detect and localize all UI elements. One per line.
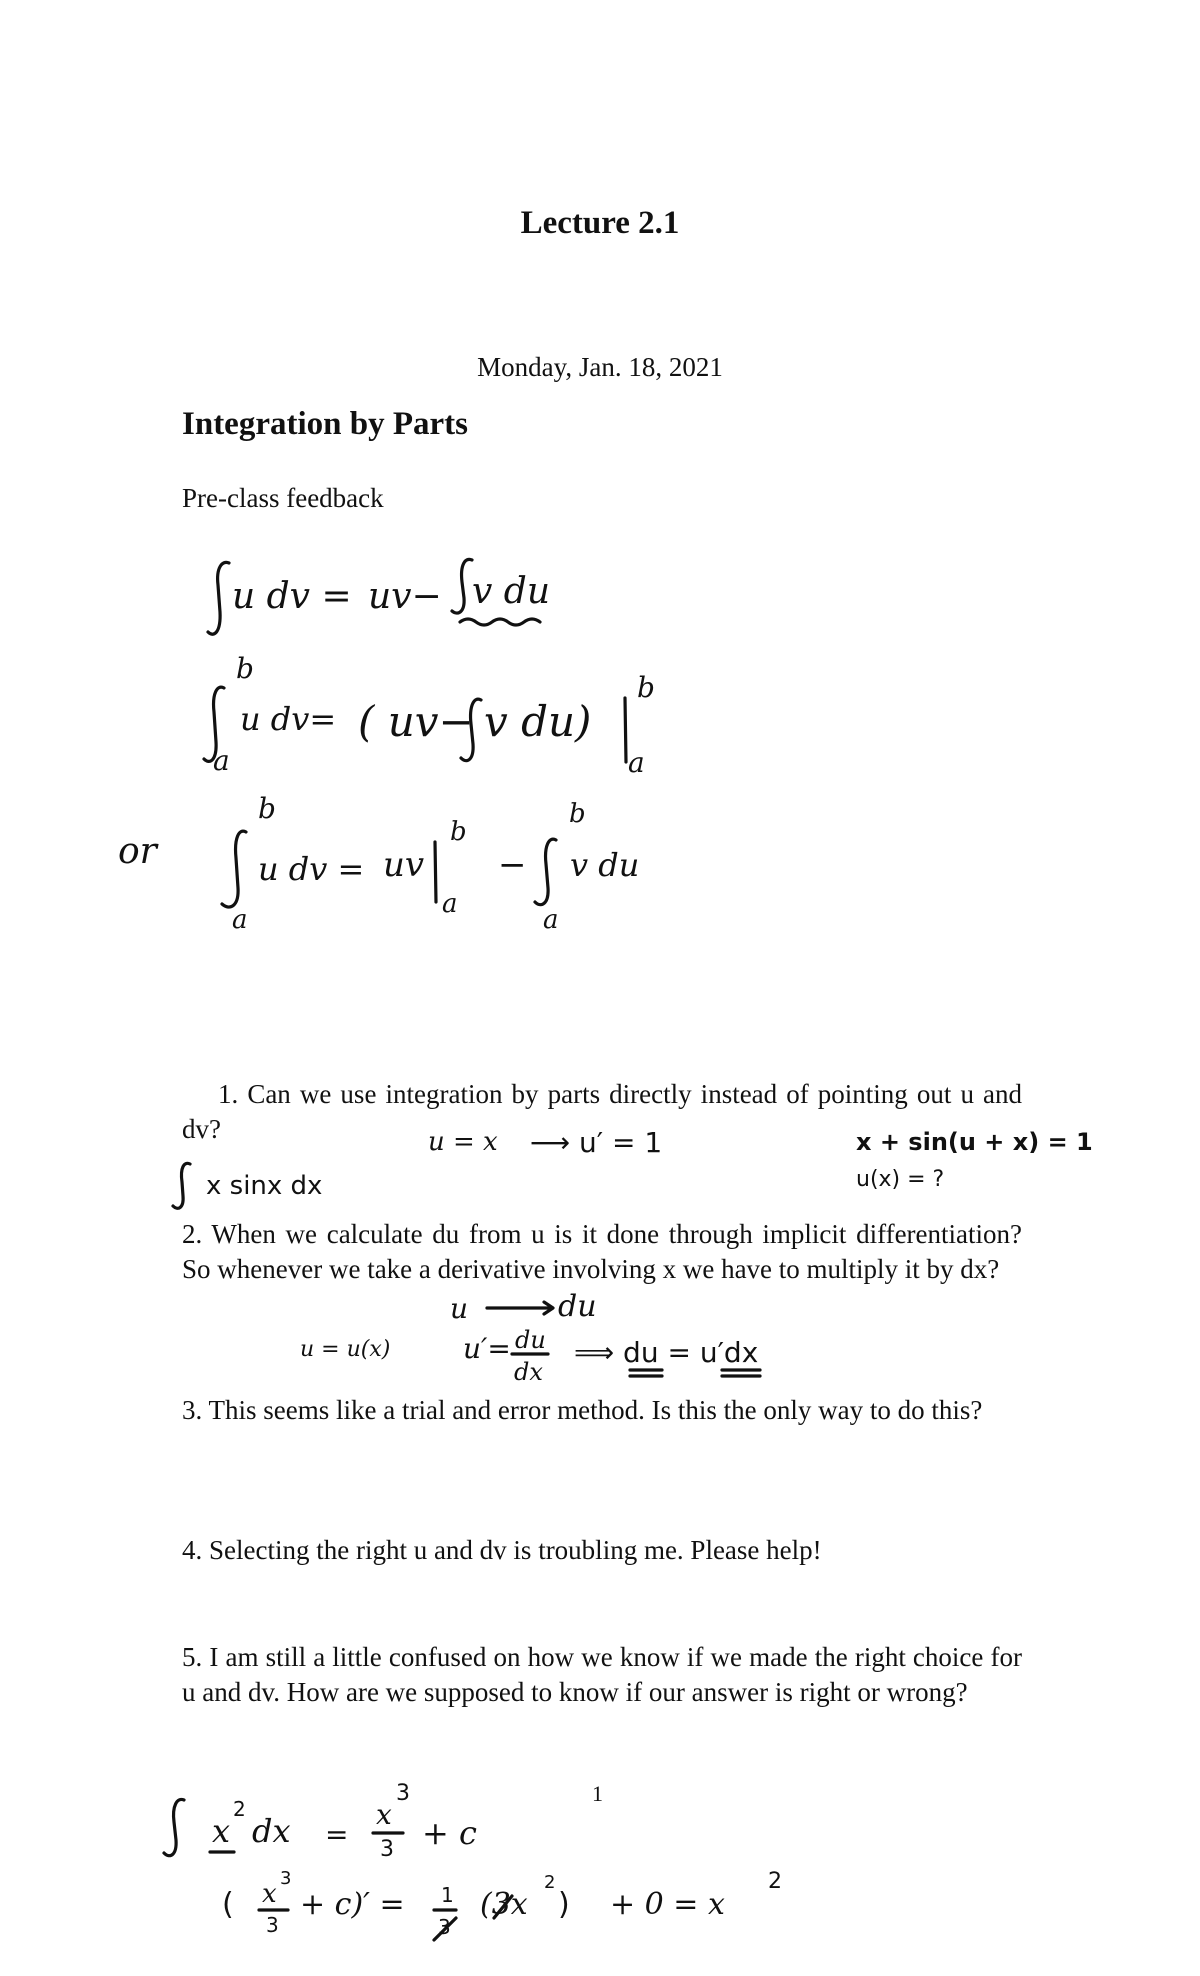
integral-sign [535,839,556,905]
limit-a: a [232,905,248,935]
integral-sign [222,831,246,907]
q2-frac-num: du [515,1326,546,1354]
question-1-annotations [173,1126,1093,1208]
handwritten-formula-3 [118,792,639,935]
formula1-lhs: u dv = [232,576,352,617]
question-5: 5. I am still a little confused on how we know if we made the right choice for u and dv. How are we supposed to know if our answer is right or wrong? [182,1642,1022,1707]
q1-implicit-question: u(x) = ? [856,1167,945,1192]
q5-integrand: x [212,1812,231,1850]
formula2-lhs: u dv= [240,700,337,738]
q5-exp-2: 2 [233,1797,246,1821]
q5-check-exp-2: 2 [544,1872,556,1893]
arrow [487,1302,553,1314]
eval-upper: b [637,671,655,704]
limit-b: b [569,799,586,829]
limit-a: a [543,905,559,935]
q2-ux: u = u(x) [300,1337,391,1362]
page-number: 1 [592,1781,603,1806]
eval-lower: a [628,746,645,779]
q5-check-exp-final: 2 [768,1869,782,1894]
limit-b: b [236,652,254,685]
q5-check-num-1: 1 [441,1883,454,1907]
q1-integral: x sinx dx [206,1171,323,1201]
evaluation-bar [435,842,436,902]
q2-result: ⟹ du = u′dx [574,1336,759,1369]
question-2: 2. When we calculate du from u is it done through implicit differentiation? So whenever we take a derivative involving x we have to multiply it by dx? [182,1219,1022,1284]
question-2-annotations [300,1289,760,1386]
q5-check-close: ) [558,1887,570,1922]
double-underline [630,1370,760,1376]
formula3-mid: uv [383,845,425,885]
section-heading: Integration by Parts [182,406,468,442]
eval-upper: b [450,817,467,847]
question-4: 4. Selecting the right u and dv is troubling me. Please help! [182,1535,822,1565]
or-label: or [118,831,157,872]
q5-plus-c: + c [422,1814,477,1852]
formula3-lhs: u dv = [258,850,365,888]
q2-du: du [558,1289,597,1324]
formula3-minus: − [498,845,527,885]
q5-check-open: ( [222,1887,234,1922]
integral-sign [164,1799,184,1855]
q5-check-exp-3: 3 [280,1868,292,1889]
q5-check-mid: (3x [480,1887,528,1922]
q5-check-den-3: 3 [438,1915,451,1939]
q5-frac-den: 3 [380,1837,394,1862]
q5-check-end: + 0 = x [610,1887,725,1922]
q1-sub: u = x [428,1127,498,1157]
q2-frac-den: dx [514,1358,543,1386]
lecture-date: Monday, Jan. 18, 2021 [477,352,723,382]
q5-frac-num: x [376,1798,392,1831]
q5-equals: = [325,1818,349,1851]
question-5-annotations [164,1781,782,1940]
wavy-underline [460,619,540,625]
integral-sign [208,562,229,634]
question-1: 1. Can we use integration by parts directly instead of pointing out u and dv? [182,1079,1022,1144]
integral-sign [173,1163,190,1208]
lecture-title: Lecture 2.1 [520,205,680,241]
q5-check-plus-c: + c)′ = [300,1887,405,1922]
handwritten-formula-1 [208,559,550,634]
subheading: Pre-class feedback [182,483,384,513]
q5-dx: dx [252,1812,291,1850]
q1-implicit-equation: x + sin(u + x) = 1 [856,1128,1093,1156]
q2-u: u [450,1292,469,1325]
eval-lower: a [442,889,458,919]
q5-check-frac-num: x [262,1879,277,1909]
q2-deriv-lhs: u′= [463,1332,511,1365]
integral-sign [452,559,472,613]
formula2-rhs: v du) [484,697,592,746]
formula1-rhs: v du [472,571,551,612]
formula1-mid: uv− [368,576,442,617]
question-3: 3. This seems like a trial and error method. Is this the only way to do this? [182,1395,983,1425]
evaluation-bar [625,698,626,762]
limit-b: b [258,792,276,825]
q1-arrow: ⟶ u′ = 1 [530,1126,663,1159]
formula2-mid: ( uv− [358,697,474,746]
q5-check-frac-den: 3 [266,1913,279,1937]
formula3-rhs: v du [570,846,640,884]
handwritten-formula-2 [204,652,655,779]
q5-exp-3: 3 [396,1781,410,1806]
limit-a: a [213,744,230,777]
